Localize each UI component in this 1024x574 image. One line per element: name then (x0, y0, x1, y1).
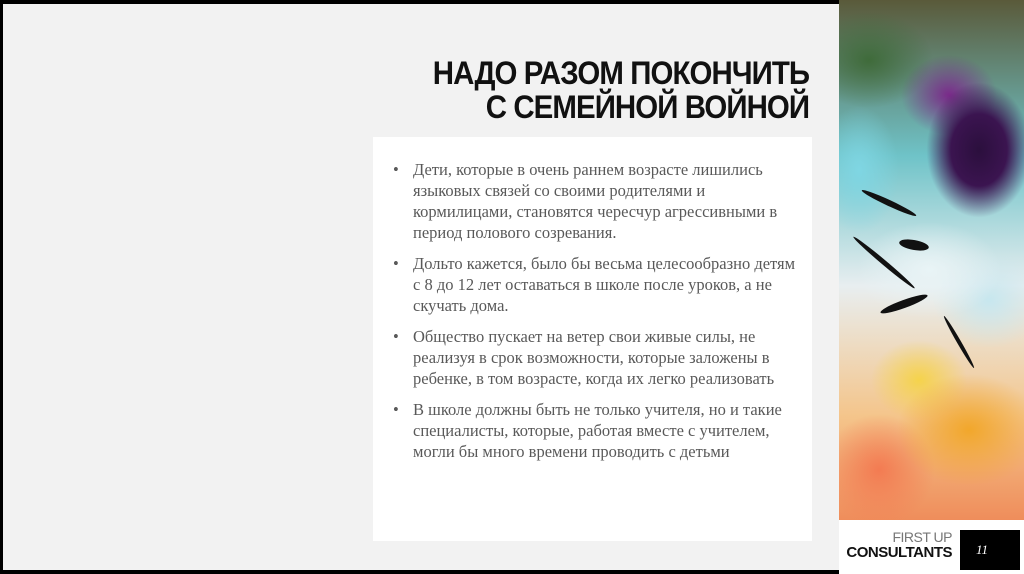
slide-title-line-1: НАДО РАЗОМ ПОКОНЧИТЬ (432, 55, 809, 91)
bullet-text: В школе должны быть не только учителя, но и такие специалисты, которые, работая вместе с учителем, могли бы много времени проводить с детьми (413, 400, 782, 461)
slide-content-area (3, 4, 839, 570)
bullet-text: Дольто кажется, было бы весьма целесообразно детям с 8 до 12 лет оставаться в школе после уроков, а не скучать дома. (413, 254, 796, 315)
paint-stroke (861, 188, 918, 219)
slide-title-line-2: С СЕМЕЙНОЙ ВОЙНОЙ (485, 89, 809, 125)
company-logo (846, 530, 952, 560)
bullet-item (393, 253, 798, 316)
bullet-text: Общество пускает на ветер свои живые силы, не реализуя в срок возможности, которые заложены в ребенке, в том возрасте, когда их легко реализовать (413, 327, 775, 388)
slide-title (433, 56, 809, 124)
logo-line-1: FIRST UP (892, 529, 952, 545)
paint-stroke (898, 237, 929, 252)
bullet-item (393, 326, 798, 389)
bullet-list (393, 159, 798, 472)
bullet-marker: • (393, 400, 399, 419)
footer-bar (839, 520, 1024, 574)
bullet-item (393, 159, 798, 243)
bullet-marker: • (393, 254, 399, 273)
bullet-text: Дети, которые в очень раннем возрасте лишились языковых связей со своими родителями и кормилицами, становятся чересчур агрессивными в период полового созревания. (413, 160, 778, 242)
page-number-box (960, 530, 1020, 570)
logo-line-2: CONSULTANTS (846, 544, 952, 561)
bullet-item (393, 399, 798, 462)
page-number: 11 (976, 542, 989, 557)
decorative-paint-image (839, 0, 1024, 520)
paint-stroke (879, 292, 929, 317)
bullet-marker: • (393, 327, 399, 346)
bullet-marker: • (393, 160, 399, 179)
text-card (373, 137, 812, 541)
paint-stroke (942, 315, 975, 369)
